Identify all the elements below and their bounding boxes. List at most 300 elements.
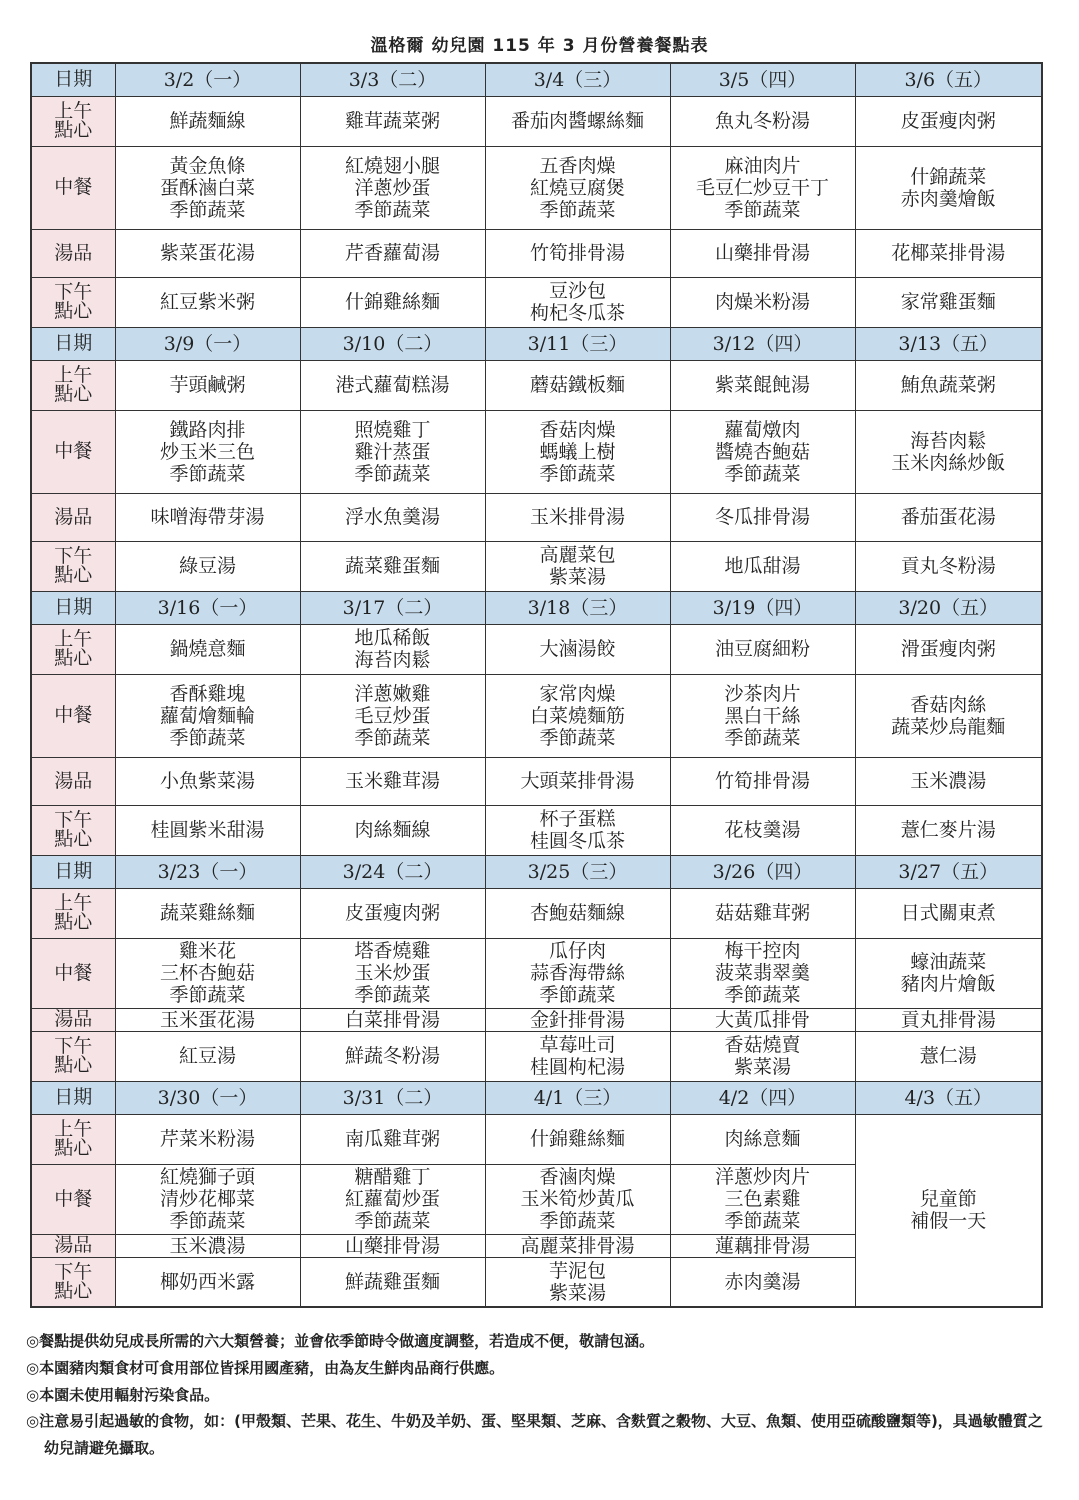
date-cell: 3/11（三） bbox=[485, 327, 670, 360]
date-label: 日期 bbox=[31, 63, 115, 96]
dish-item: 紫菜蛋花湯 bbox=[159, 242, 255, 264]
row-label-text: 點心 bbox=[54, 119, 93, 141]
morning-snack-cell bbox=[855, 96, 1042, 146]
soup-cell bbox=[300, 757, 485, 805]
dish-item: 大滷湯餃 bbox=[539, 638, 616, 660]
dish-item: 杏鮑菇麵線 bbox=[529, 902, 625, 924]
dish-item: 枸杞冬瓜茶 bbox=[529, 302, 625, 324]
dish-item: 什錦雞絲麵 bbox=[344, 291, 440, 313]
dish-item: 季節蔬菜 bbox=[354, 726, 431, 749]
soup-cell bbox=[300, 493, 485, 541]
dish-item: 炒玉米三色 bbox=[159, 440, 255, 463]
menu-row-afternoon-snack bbox=[31, 541, 1042, 591]
morning-snack-cell bbox=[300, 360, 485, 410]
lunch-cell bbox=[485, 1164, 670, 1234]
dish-item: 黃金魚條 bbox=[169, 154, 246, 177]
row-label-morning-snack bbox=[31, 360, 115, 410]
lunch-cell bbox=[670, 146, 855, 229]
morning-snack-cell bbox=[300, 888, 485, 938]
row-label-text: 湯品 bbox=[54, 505, 93, 528]
dish-item: 薏仁麥片湯 bbox=[900, 819, 996, 841]
menu-row-soup bbox=[31, 757, 1042, 805]
dish-item: 玉米筍炒黃瓜 bbox=[520, 1188, 635, 1210]
dish-item: 香菇燒賣 bbox=[724, 1034, 801, 1056]
dish-item: 玉米炒蛋 bbox=[354, 962, 431, 984]
dish-item: 季節蔬菜 bbox=[539, 1210, 616, 1232]
dish-item: 芋頭鹹粥 bbox=[169, 374, 246, 396]
dish-item: 季節蔬菜 bbox=[724, 1210, 801, 1232]
afternoon-snack-cell bbox=[115, 805, 300, 855]
lunch-cell bbox=[300, 146, 485, 229]
afternoon-snack-cell bbox=[115, 541, 300, 591]
dish-item: 山藥排骨湯 bbox=[344, 1234, 440, 1257]
dish-item: 梅干控肉 bbox=[724, 940, 801, 962]
soup-cell bbox=[115, 1234, 300, 1257]
dish-item: 蘿蔔燴麵輪 bbox=[159, 704, 255, 727]
dish-item: 鍋燒意麵 bbox=[169, 638, 246, 660]
soup-cell bbox=[670, 493, 855, 541]
menu-row-morning-snack bbox=[31, 624, 1042, 674]
dish-item: 皮蛋瘦肉粥 bbox=[344, 902, 440, 924]
row-label-text: 下午 bbox=[54, 545, 93, 567]
dish-item: 綠豆湯 bbox=[178, 555, 236, 577]
dish-item: 紫菜湯 bbox=[548, 1281, 606, 1304]
menu-row-afternoon-snack bbox=[31, 1031, 1042, 1081]
morning-snack-cell bbox=[485, 888, 670, 938]
dish-item: 蒜香海帶絲 bbox=[529, 962, 625, 984]
week-header-row bbox=[31, 63, 1042, 96]
lunch-cell bbox=[485, 410, 670, 493]
note-pork-source: ◎本園豬肉類食材可食用部位皆採用國產豬，由為友生鮮肉品商行供應。 bbox=[26, 1359, 505, 1377]
dish-item: 季節蔬菜 bbox=[354, 198, 431, 221]
dish-item: 桂圓紫米甜湯 bbox=[150, 819, 265, 841]
dish-item: 蔬菜雞絲麵 bbox=[159, 902, 255, 924]
row-label-text: 中餐 bbox=[54, 440, 93, 462]
row-label-text: 點心 bbox=[54, 1137, 93, 1159]
afternoon-snack-cell bbox=[300, 277, 485, 327]
date-cell: 3/2（一） bbox=[115, 63, 300, 96]
dish-item: 鮮蔬冬粉湯 bbox=[344, 1045, 440, 1067]
dish-item: 花枝羹湯 bbox=[724, 819, 801, 841]
morning-snack-cell bbox=[855, 360, 1042, 410]
soup-cell bbox=[115, 493, 300, 541]
date-cell: 3/17（二） bbox=[300, 591, 485, 624]
row-label-afternoon-snack bbox=[31, 805, 115, 855]
dish-item: 季節蔬菜 bbox=[539, 726, 616, 749]
soup-cell bbox=[670, 757, 855, 805]
lunch-cell bbox=[115, 938, 300, 1008]
morning-snack-cell bbox=[115, 96, 300, 146]
soup-cell bbox=[300, 1008, 485, 1031]
dish-item: 季節蔬菜 bbox=[169, 984, 246, 1006]
dish-item: 玉米濃湯 bbox=[169, 1234, 246, 1257]
holiday-cell bbox=[855, 1114, 1042, 1307]
dish-item: 塔香燒雞 bbox=[354, 940, 431, 962]
soup-cell bbox=[300, 1234, 485, 1257]
dish-item: 花椰菜排骨湯 bbox=[891, 242, 1006, 264]
row-label-soup bbox=[31, 493, 115, 541]
row-label-text: 點心 bbox=[54, 1054, 93, 1076]
afternoon-snack-cell bbox=[670, 277, 855, 327]
dish-item: 芋泥包 bbox=[548, 1259, 606, 1282]
afternoon-snack-cell bbox=[485, 805, 670, 855]
dish-item: 小魚紫菜湯 bbox=[159, 770, 255, 792]
dish-item: 季節蔬菜 bbox=[169, 462, 246, 485]
dish-item: 草莓吐司 bbox=[539, 1034, 616, 1056]
dish-item: 玉米雞茸湯 bbox=[344, 770, 440, 792]
date-cell: 3/4（三） bbox=[485, 63, 670, 96]
dish-item: 紅燒翅小腿 bbox=[344, 154, 440, 177]
row-label-text: 下午 bbox=[54, 1260, 93, 1283]
lunch-cell bbox=[300, 674, 485, 757]
dish-item: 鮮蔬麵線 bbox=[169, 110, 246, 132]
lunch-cell bbox=[300, 410, 485, 493]
menu-row-morning-snack bbox=[31, 96, 1042, 146]
afternoon-snack-cell bbox=[300, 805, 485, 855]
dish-item: 皮蛋瘦肉粥 bbox=[900, 110, 996, 132]
menu-row-morning-snack bbox=[31, 360, 1042, 410]
note-radiation: ◎本園未使用輻射污染食品。 bbox=[26, 1386, 220, 1404]
afternoon-snack-cell bbox=[300, 541, 485, 591]
row-label-text: 湯品 bbox=[54, 1234, 93, 1256]
dish-item: 日式關東煮 bbox=[900, 902, 996, 924]
dish-item: 赤肉羹湯 bbox=[724, 1270, 801, 1293]
dish-item: 桂圓冬瓜茶 bbox=[529, 830, 625, 852]
dish-item: 季節蔬菜 bbox=[354, 984, 431, 1006]
morning-snack-cell bbox=[855, 888, 1042, 938]
row-label-text: 下午 bbox=[54, 1035, 93, 1057]
dish-item: 醬燒杏鮑菇 bbox=[714, 440, 810, 463]
dish-item: 雞汁蒸蛋 bbox=[354, 440, 431, 463]
dish-item: 季節蔬菜 bbox=[724, 462, 801, 485]
row-label-lunch bbox=[31, 674, 115, 757]
lunch-cell bbox=[855, 146, 1042, 229]
dish-item: 補假一天 bbox=[910, 1210, 987, 1233]
lunch-cell bbox=[855, 938, 1042, 1008]
week-header-row bbox=[31, 327, 1042, 360]
notes-section bbox=[26, 1331, 1056, 1469]
afternoon-snack-cell bbox=[485, 1257, 670, 1307]
dish-item: 蘿蔔燉肉 bbox=[724, 418, 801, 441]
dish-item: 麻油肉片 bbox=[724, 154, 801, 177]
week-header-row bbox=[31, 1081, 1042, 1114]
dish-item: 港式蘿蔔糕湯 bbox=[335, 374, 450, 396]
row-label-text: 湯品 bbox=[54, 241, 93, 264]
date-cell: 3/5（四） bbox=[670, 63, 855, 96]
dish-item: 糖醋雞丁 bbox=[354, 1166, 431, 1188]
lunch-cell bbox=[115, 674, 300, 757]
date-label: 日期 bbox=[31, 327, 115, 360]
menu-row-soup bbox=[31, 1008, 1042, 1031]
date-cell: 3/16（一） bbox=[115, 591, 300, 624]
dish-item: 紅燒獅子頭 bbox=[159, 1166, 255, 1188]
menu-row-afternoon-snack bbox=[31, 805, 1042, 855]
afternoon-snack-cell bbox=[855, 541, 1042, 591]
dish-item: 紅燒豆腐煲 bbox=[529, 176, 625, 199]
dish-item: 番茄蛋花湯 bbox=[900, 506, 996, 528]
morning-snack-cell bbox=[115, 888, 300, 938]
morning-snack-cell bbox=[485, 624, 670, 674]
row-label-morning-snack bbox=[31, 624, 115, 674]
date-cell: 3/20（五） bbox=[855, 591, 1042, 624]
lunch-cell bbox=[670, 1164, 855, 1234]
row-label-morning-snack bbox=[31, 96, 115, 146]
row-label-soup bbox=[31, 229, 115, 277]
soup-cell bbox=[855, 757, 1042, 805]
row-label-soup bbox=[31, 757, 115, 805]
dish-item: 季節蔬菜 bbox=[539, 198, 616, 221]
dish-item: 竹筍排骨湯 bbox=[714, 770, 810, 792]
row-label-afternoon-snack bbox=[31, 541, 115, 591]
morning-snack-cell bbox=[670, 888, 855, 938]
afternoon-snack-cell bbox=[485, 541, 670, 591]
menu-row-morning-snack bbox=[31, 1114, 1042, 1164]
afternoon-snack-cell bbox=[670, 805, 855, 855]
dish-item: 薏仁湯 bbox=[919, 1045, 977, 1067]
dish-item: 白菜排骨湯 bbox=[344, 1008, 440, 1031]
dish-item: 洋蔥炒蛋 bbox=[354, 176, 431, 199]
row-label-text: 湯品 bbox=[54, 1008, 93, 1030]
menu-row-morning-snack bbox=[31, 888, 1042, 938]
dish-item: 桂圓枸杞湯 bbox=[529, 1056, 625, 1078]
morning-snack-cell bbox=[115, 624, 300, 674]
dish-item: 什錦蔬菜 bbox=[910, 165, 987, 188]
dish-item: 季節蔬菜 bbox=[169, 198, 246, 221]
morning-snack-cell bbox=[300, 96, 485, 146]
soup-cell bbox=[115, 1008, 300, 1031]
dish-item: 赤肉羹燴飯 bbox=[900, 187, 996, 210]
row-label-lunch bbox=[31, 410, 115, 493]
dish-item: 照燒雞丁 bbox=[354, 418, 431, 441]
dish-item: 芹香蘿蔔湯 bbox=[344, 242, 440, 264]
dish-item: 蛋酥滷白菜 bbox=[159, 176, 255, 199]
afternoon-snack-cell bbox=[670, 541, 855, 591]
afternoon-snack-cell bbox=[855, 805, 1042, 855]
dish-item: 滑蛋瘦肉粥 bbox=[900, 638, 996, 660]
row-label-text: 點心 bbox=[54, 564, 93, 586]
dish-item: 魚丸冬粉湯 bbox=[714, 110, 810, 132]
afternoon-snack-cell bbox=[115, 277, 300, 327]
soup-cell bbox=[485, 493, 670, 541]
dish-item: 竹筍排骨湯 bbox=[529, 242, 625, 264]
menu-row-lunch bbox=[31, 410, 1042, 493]
row-label-text: 下午 bbox=[54, 809, 93, 831]
dish-item: 兒童節 bbox=[919, 1188, 977, 1211]
dish-item: 季節蔬菜 bbox=[724, 726, 801, 749]
soup-cell bbox=[855, 493, 1042, 541]
row-label-lunch bbox=[31, 1164, 115, 1234]
dish-item: 肉絲麵線 bbox=[354, 819, 431, 841]
menu-row-lunch bbox=[31, 674, 1042, 757]
morning-snack-cell bbox=[300, 624, 485, 674]
dish-item: 家常肉燥 bbox=[539, 682, 616, 705]
morning-snack-cell bbox=[670, 360, 855, 410]
dish-item: 季節蔬菜 bbox=[724, 198, 801, 221]
dish-item: 沙茶肉片 bbox=[724, 682, 801, 705]
dish-item: 三杯杏鮑菇 bbox=[159, 962, 255, 984]
dish-item: 三色素雞 bbox=[724, 1188, 801, 1210]
row-label-morning-snack bbox=[31, 1114, 115, 1164]
dish-item: 蔬菜炒烏龍麵 bbox=[891, 715, 1006, 738]
date-cell: 3/10（二） bbox=[300, 327, 485, 360]
dish-item: 瓜仔肉 bbox=[548, 940, 606, 962]
date-cell: 3/25（三） bbox=[485, 855, 670, 888]
row-label-soup bbox=[31, 1008, 115, 1031]
afternoon-snack-cell bbox=[300, 1257, 485, 1307]
week-header-row bbox=[31, 591, 1042, 624]
dish-item: 貢丸排骨湯 bbox=[900, 1008, 996, 1031]
lunch-cell bbox=[670, 938, 855, 1008]
dish-item: 白菜燒麵筋 bbox=[529, 704, 625, 727]
row-label-text: 下午 bbox=[54, 281, 93, 303]
morning-snack-cell bbox=[855, 624, 1042, 674]
dish-item: 浮水魚羹湯 bbox=[344, 506, 440, 528]
lunch-cell bbox=[670, 674, 855, 757]
dish-item: 毛豆仁炒豆干丁 bbox=[695, 176, 829, 199]
row-label-text: 中餐 bbox=[54, 176, 93, 198]
row-label-afternoon-snack bbox=[31, 277, 115, 327]
date-cell: 3/24（二） bbox=[300, 855, 485, 888]
dish-item: 毛豆炒蛋 bbox=[354, 704, 431, 727]
lunch-cell bbox=[115, 410, 300, 493]
dish-item: 地瓜甜湯 bbox=[724, 555, 801, 577]
row-label-text: 湯品 bbox=[54, 769, 93, 792]
date-cell: 3/26（四） bbox=[670, 855, 855, 888]
dish-item: 玉米蛋花湯 bbox=[159, 1008, 255, 1031]
dish-item: 鮪魚蔬菜粥 bbox=[900, 374, 996, 396]
morning-snack-cell bbox=[670, 1114, 855, 1164]
dish-item: 菇菇雞茸粥 bbox=[714, 902, 810, 924]
soup-cell bbox=[485, 1008, 670, 1031]
date-cell: 4/3（五） bbox=[855, 1081, 1042, 1114]
row-label-text: 點心 bbox=[54, 300, 93, 322]
row-label-afternoon-snack bbox=[31, 1031, 115, 1081]
menu-table bbox=[30, 62, 1043, 1308]
dish-item: 玉米排骨湯 bbox=[529, 506, 625, 528]
morning-snack-cell bbox=[115, 1114, 300, 1164]
date-cell: 3/19（四） bbox=[670, 591, 855, 624]
dish-item: 地瓜稀飯 bbox=[354, 627, 431, 649]
afternoon-snack-cell bbox=[115, 1031, 300, 1081]
dish-item: 大頭菜排骨湯 bbox=[520, 770, 635, 792]
dish-item: 香酥雞塊 bbox=[169, 682, 246, 705]
lunch-cell bbox=[115, 1164, 300, 1234]
dish-item: 芹菜米粉湯 bbox=[159, 1128, 255, 1150]
row-label-afternoon-snack bbox=[31, 1257, 115, 1307]
morning-snack-cell bbox=[300, 1114, 485, 1164]
dish-item: 季節蔬菜 bbox=[354, 1210, 431, 1232]
date-cell: 3/30（一） bbox=[115, 1081, 300, 1114]
lunch-cell bbox=[485, 146, 670, 229]
row-label-lunch bbox=[31, 146, 115, 229]
lunch-cell bbox=[855, 410, 1042, 493]
dish-item: 高麗菜包 bbox=[539, 544, 616, 566]
date-cell: 3/13（五） bbox=[855, 327, 1042, 360]
dish-item: 紫菜湯 bbox=[733, 1056, 791, 1078]
week-header-row bbox=[31, 855, 1042, 888]
dish-item: 冬瓜排骨湯 bbox=[714, 506, 810, 528]
row-label-text: 中餐 bbox=[54, 961, 93, 984]
dish-item: 香滷肉燥 bbox=[539, 1166, 616, 1188]
date-cell: 3/23（一） bbox=[115, 855, 300, 888]
lunch-cell bbox=[855, 674, 1042, 757]
dish-item: 雞茸蔬菜粥 bbox=[344, 110, 440, 132]
dish-item: 蠔油蔬菜 bbox=[910, 951, 987, 973]
dish-item: 椰奶西米露 bbox=[159, 1270, 255, 1293]
row-label-text: 中餐 bbox=[54, 1187, 93, 1210]
morning-snack-cell bbox=[670, 624, 855, 674]
lunch-cell bbox=[300, 938, 485, 1008]
dish-item: 味噌海帶芽湯 bbox=[150, 506, 265, 528]
soup-cell bbox=[115, 757, 300, 805]
dish-item: 季節蔬菜 bbox=[539, 984, 616, 1006]
dish-item: 杯子蛋糕 bbox=[539, 808, 616, 830]
dish-item: 季節蔬菜 bbox=[724, 984, 801, 1006]
dish-item: 季節蔬菜 bbox=[354, 462, 431, 485]
date-cell: 4/1（三） bbox=[485, 1081, 670, 1114]
dish-item: 肉絲意麵 bbox=[724, 1128, 801, 1150]
menu-row-soup bbox=[31, 229, 1042, 277]
soup-cell bbox=[485, 229, 670, 277]
menu-row-afternoon-snack bbox=[31, 277, 1042, 327]
morning-snack-cell bbox=[485, 96, 670, 146]
date-cell: 3/12（四） bbox=[670, 327, 855, 360]
dish-item: 紫菜餛飩湯 bbox=[714, 374, 810, 396]
soup-cell bbox=[855, 229, 1042, 277]
dish-item: 螞蟻上樹 bbox=[539, 440, 616, 463]
dish-item: 季節蔬菜 bbox=[169, 726, 246, 749]
page-title: 溫格爾 幼兒園 115 年 3 月份營養餐點表 bbox=[370, 36, 709, 56]
dish-item: 紅蘿蔔炒蛋 bbox=[344, 1188, 440, 1210]
afternoon-snack-cell bbox=[115, 1257, 300, 1307]
dish-item: 肉燥米粉湯 bbox=[714, 291, 810, 313]
dish-item: 貢丸冬粉湯 bbox=[900, 555, 996, 577]
dish-item: 鮮蔬雞蛋麵 bbox=[344, 1270, 440, 1293]
dish-item: 黑白干絲 bbox=[724, 704, 801, 727]
afternoon-snack-cell bbox=[670, 1257, 855, 1307]
dish-item: 豆沙包 bbox=[548, 280, 606, 302]
soup-cell bbox=[670, 1234, 855, 1257]
row-label-morning-snack bbox=[31, 888, 115, 938]
morning-snack-cell bbox=[485, 360, 670, 410]
note-nutrition: ◎餐點提供幼兒成長所需的六大類營養；並會依季節時令做適度調整，若造成不便，敬請包涵。 bbox=[26, 1332, 655, 1350]
row-label-text: 點心 bbox=[54, 1279, 93, 1302]
date-cell: 3/9（一） bbox=[115, 327, 300, 360]
soup-cell bbox=[855, 1008, 1042, 1031]
date-cell: 3/27（五） bbox=[855, 855, 1042, 888]
dish-item: 番茄肉醬螺絲麵 bbox=[510, 110, 644, 132]
soup-cell bbox=[115, 229, 300, 277]
afternoon-snack-cell bbox=[300, 1031, 485, 1081]
dish-item: 家常雞蛋麵 bbox=[900, 291, 996, 313]
menu-row-lunch bbox=[31, 146, 1042, 229]
dish-item: 洋蔥炒肉片 bbox=[714, 1166, 810, 1188]
morning-snack-cell bbox=[115, 360, 300, 410]
dish-item: 鐵路肉排 bbox=[169, 418, 246, 441]
morning-snack-cell bbox=[670, 96, 855, 146]
row-label-text: 點心 bbox=[54, 911, 93, 933]
row-label-text: 上午 bbox=[54, 1118, 93, 1140]
row-label-text: 上午 bbox=[54, 100, 93, 122]
dish-item: 蓮藕排骨湯 bbox=[714, 1234, 810, 1257]
afternoon-snack-cell bbox=[855, 277, 1042, 327]
dish-item: 海苔肉鬆 bbox=[354, 649, 431, 671]
dish-item: 豬肉片燴飯 bbox=[900, 973, 996, 995]
date-cell: 3/3（二） bbox=[300, 63, 485, 96]
dish-item: 紫菜湯 bbox=[548, 566, 606, 588]
soup-cell bbox=[485, 1234, 670, 1257]
dish-item: 五香肉燥 bbox=[539, 154, 616, 177]
